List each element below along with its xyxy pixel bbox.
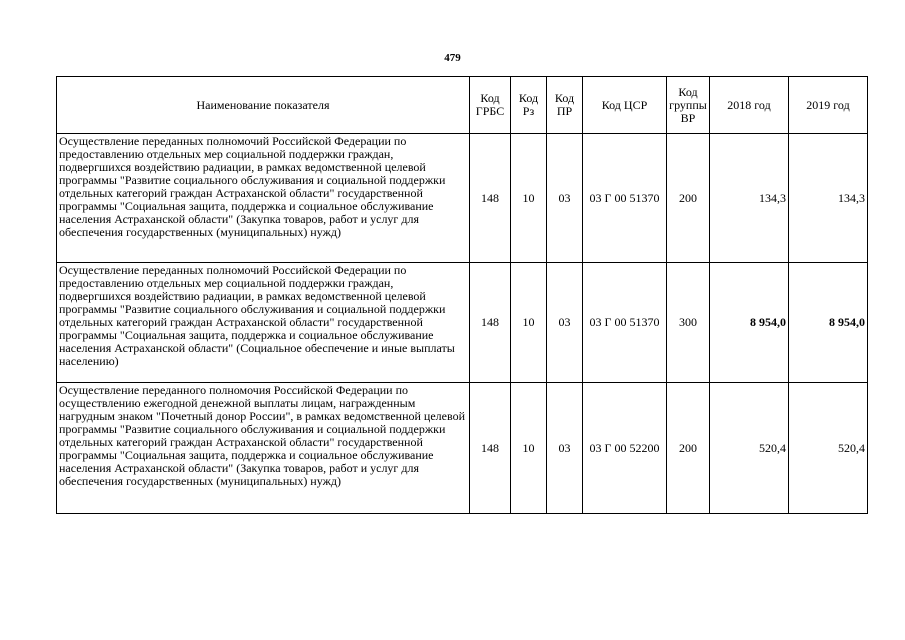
row-2019: 134,3 [789, 134, 868, 263]
row-csr: 03 Г 00 51370 [583, 134, 667, 263]
table-header-row [57, 77, 868, 134]
header-vr-line-1: Код [678, 84, 698, 99]
header-vr-line-3: ВР [680, 110, 696, 125]
row-2018: 134,3 [710, 134, 789, 263]
header-grbs-line-2: ГРБС [475, 104, 505, 118]
header-vr-line-2: группы [669, 97, 707, 112]
header-rz-line-2: Рз [522, 104, 535, 118]
row-2019: 520,4 [789, 383, 868, 514]
row-name: Осуществление переданных полномочий Российской Федерации по предоставлению отдельных мер социальной поддержки граждан, подвергшихся воздействию радиации, в рамках ведомственной целевой программы "Развитие социального обслуживания и социальной поддержки отдельных категорий граждан Астраханской области" государственной программы "Социальная защита, поддержка и социальное обслуживание населения Астраханской области" (Социальное обеспечение и иные выплаты населению) [57, 263, 470, 383]
header-vr [667, 77, 710, 134]
header-grbs-line-1: Код [480, 91, 500, 105]
header-pr-line-2: ПР [556, 104, 573, 118]
row-rz: 10 [511, 263, 547, 383]
row-name: Осуществление переданных полномочий Российской Федерации по предоставлению отдельных мер социальной поддержки граждан, подвергшихся воздействию радиации, в рамках ведомственной целевой программы "Развитие социального обслуживания и социальной поддержки отдельных категорий граждан Астраханской области" государственной программы "Социальная защита, поддержка и социальное обслуживание населения Астраханской области" (Закупка товаров, работ и услуг для обеспечения государственных (муниципальных) нужд) [57, 134, 470, 263]
row-vr: 300 [667, 263, 710, 383]
page-number: 479 [444, 52, 461, 64]
header-csr: Код ЦСР [583, 77, 667, 134]
table-row [57, 263, 868, 383]
budget-table [56, 76, 868, 514]
row-csr: 03 Г 00 52200 [583, 383, 667, 514]
row-2018: 520,4 [710, 383, 789, 514]
header-pr [547, 77, 583, 134]
row-pr: 03 [547, 383, 583, 514]
header-2019: 2019 год [789, 77, 868, 134]
row-name: Осуществление переданного полномочия Российской Федерации по осуществлению ежегодной денежной выплаты лицам, награжденным нагрудным знаком "Почетный донор России", в рамках ведомственной целевой программы "Развитие социального обслуживания и социальной поддержки отдельных категорий граждан Астраханской области" государственной программы "Социальная защита, поддержка и социальное обслуживание населения Астраханской области" (Закупка товаров, работ и услуг для обеспечения государственных (муниципальных) нужд) [57, 383, 470, 514]
row-vr: 200 [667, 134, 710, 263]
row-rz: 10 [511, 134, 547, 263]
header-pr-line-1: Код [554, 91, 575, 105]
header-2018: 2018 год [710, 77, 789, 134]
header-rz-line-1: Код [518, 91, 539, 105]
row-grbs: 148 [470, 134, 511, 263]
row-grbs: 148 [470, 383, 511, 514]
header-name: Наименование показателя [57, 77, 470, 134]
header-grbs [470, 77, 511, 134]
row-grbs: 148 [470, 263, 511, 383]
row-2018: 8 954,0 [710, 263, 789, 383]
table-row [57, 134, 868, 263]
table-row [57, 383, 868, 514]
row-vr: 200 [667, 383, 710, 514]
header-rz [511, 77, 547, 134]
row-pr: 03 [547, 134, 583, 263]
row-rz: 10 [511, 383, 547, 514]
row-2019: 8 954,0 [789, 263, 868, 383]
row-pr: 03 [547, 263, 583, 383]
row-csr: 03 Г 00 51370 [583, 263, 667, 383]
